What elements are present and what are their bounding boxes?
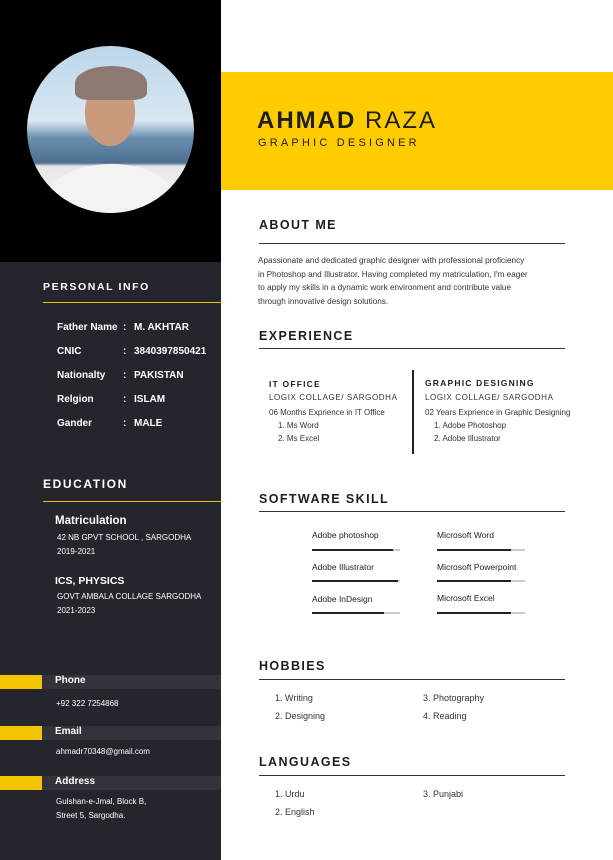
- skill-bar: [437, 612, 525, 614]
- about-line: through innovative design solutions.: [258, 296, 389, 306]
- education-title: Matriculation: [55, 515, 127, 527]
- skill-bar-fill: [437, 549, 511, 551]
- hobby-item: 3. Photography: [423, 693, 485, 703]
- experience-left-item: 2. Ms Excel: [278, 434, 320, 443]
- experience-rule: [259, 348, 565, 349]
- education-line: 2019-2021: [57, 547, 96, 556]
- experience-left-item: 1. Ms Word: [278, 421, 319, 430]
- email-bar-accent: [0, 726, 42, 740]
- first-name: AHMAD: [257, 107, 357, 134]
- experience-left-title: IT OFFICE: [269, 379, 321, 389]
- photo-cap: [75, 66, 147, 100]
- info-colon: :: [123, 346, 127, 357]
- education-line: GOVT AMBALA COLLAGE SARGODHA: [57, 592, 202, 601]
- job-title: GRAPHIC DESIGNER: [258, 137, 420, 149]
- email-bar: [0, 726, 221, 740]
- personal-info-rule: [43, 302, 221, 303]
- phone-label: Phone: [55, 675, 86, 686]
- about-text: [258, 254, 570, 308]
- info-key: Relgion: [57, 394, 94, 405]
- info-value: M. AKHTAR: [134, 322, 189, 333]
- skill-bar: [437, 549, 525, 551]
- experience-right-org: LOGIX COLLAGE/ SARGODHA: [425, 393, 554, 402]
- languages-rule: [259, 775, 565, 776]
- info-colon: :: [123, 418, 127, 429]
- info-value: MALE: [134, 418, 163, 429]
- full-name: [257, 107, 437, 135]
- skill-bar-fill: [437, 580, 511, 582]
- email-label: Email: [55, 726, 82, 737]
- photo-shirt: [47, 164, 175, 213]
- phone-value: +92 322 7254868: [56, 699, 119, 708]
- skill-name: Adobe Illustrator: [312, 562, 374, 572]
- phone-bar-accent: [0, 675, 42, 689]
- skill-name: Microsoft Word: [437, 530, 494, 540]
- language-item: 1. Urdu: [275, 789, 305, 799]
- skill-bar: [312, 612, 400, 614]
- skills-rule: [259, 511, 565, 512]
- about-heading: ABOUT ME: [259, 218, 337, 232]
- info-key: CNIC: [57, 346, 82, 357]
- skills-heading: SOFTWARE SKILL: [259, 492, 390, 506]
- phone-bar: [0, 675, 221, 689]
- experience-heading: EXPERIENCE: [259, 329, 354, 343]
- info-colon: :: [123, 322, 127, 333]
- experience-divider: [412, 370, 414, 454]
- skill-bar-fill: [437, 612, 511, 614]
- skill-name: Microsoft Powerpoint: [437, 562, 517, 572]
- skill-bar-fill: [312, 580, 398, 582]
- skill-bar: [312, 580, 400, 582]
- education-heading: EDUCATION: [43, 477, 128, 491]
- education-line: 42 NB GPVT SCHOOL , SARGODHA: [57, 533, 192, 542]
- experience-right-item: 2. Adobe Illustrator: [434, 434, 501, 443]
- skill-bar-fill: [312, 549, 393, 551]
- hobby-item: 4. Reading: [423, 711, 467, 721]
- info-key: Father Name: [57, 322, 118, 333]
- address-line: Street 5, Sargodha.: [56, 811, 126, 820]
- about-rule: [259, 243, 565, 244]
- language-item: 2. English: [275, 807, 315, 817]
- languages-heading: LANGUAGES: [259, 755, 352, 769]
- skill-name: Adobe photoshop: [312, 530, 379, 540]
- about-line: in Photoshop and Illustrator. Having completed my matriculation, I'm eager: [258, 269, 528, 279]
- education-title: ICS, PHYSICS: [55, 575, 125, 587]
- info-key: Nationalty: [57, 370, 106, 381]
- info-colon: :: [123, 394, 127, 405]
- experience-right-item: 1. Adobe Photoshop: [434, 421, 507, 430]
- experience-left-org: LOGIX COLLAGE/ SARGODHA: [269, 393, 398, 402]
- info-key: Gander: [57, 418, 93, 429]
- experience-right-duration: 02 Years Exprience in Graphic Designing: [425, 408, 571, 417]
- last-name: RAZA: [365, 107, 438, 134]
- hobbies-rule: [259, 679, 565, 680]
- info-value: ISLAM: [134, 394, 166, 405]
- experience-left-duration: 06 Months Exprience in IT Office: [269, 408, 385, 417]
- skill-bar: [312, 549, 400, 551]
- info-value: 3840397850421: [134, 346, 207, 357]
- education-rule: [43, 501, 221, 502]
- about-line: Apassionate and dedicated graphic designer with professional proficiency: [258, 256, 525, 265]
- address-line: Gulshan-e-Jmal, Block B,: [56, 797, 147, 806]
- skill-bar: [437, 580, 525, 582]
- skill-name: Adobe InDesign: [312, 594, 373, 604]
- address-bar-accent: [0, 776, 42, 790]
- address-bar: [0, 776, 221, 790]
- info-value: PAKISTAN: [134, 370, 184, 381]
- address-label: Address: [55, 776, 96, 787]
- info-colon: :: [123, 370, 127, 381]
- skill-name: Microsoft Excel: [437, 593, 495, 603]
- about-line: to apply my skills in a dynamic work environment and contribute value: [258, 283, 512, 292]
- experience-right-title: GRAPHIC DESIGNING: [425, 378, 535, 388]
- personal-info-heading: PERSONAL INFO: [43, 281, 150, 293]
- hobbies-heading: HOBBIES: [259, 659, 326, 673]
- language-item: 3. Punjabi: [423, 789, 464, 799]
- skill-bar-fill: [312, 612, 384, 614]
- education-line: 2021-2023: [57, 606, 96, 615]
- profile-photo: [27, 46, 194, 213]
- hobby-item: 2. Designing: [275, 711, 326, 721]
- hobby-item: 1. Writing: [275, 693, 313, 703]
- email-value: ahmadr70348@gmail.com: [56, 747, 150, 756]
